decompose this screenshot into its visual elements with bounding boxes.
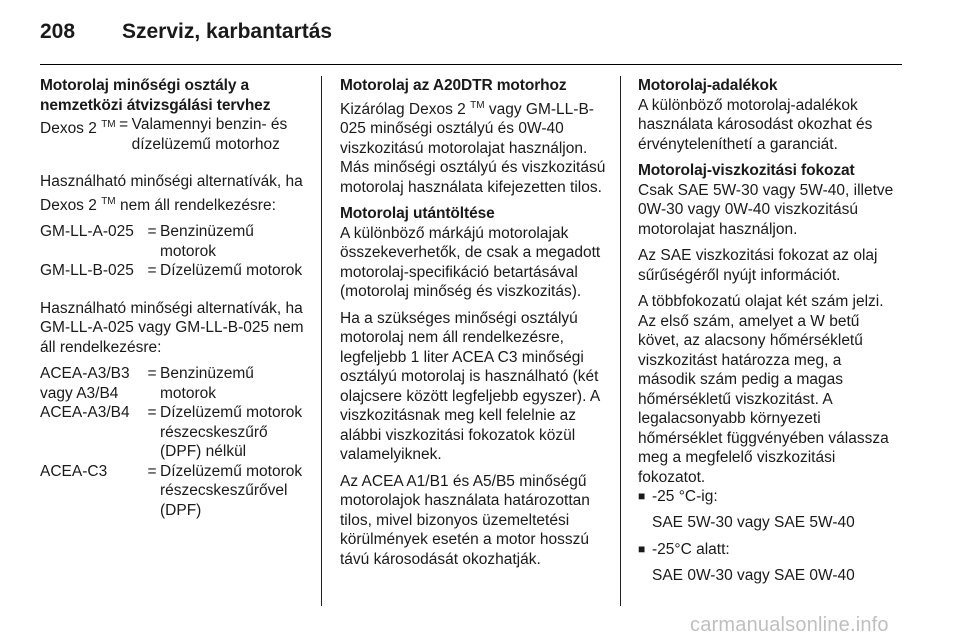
- table-equals: =: [147, 262, 157, 279]
- bullet-value: SAE 5W-30 vagy SAE 5W-40: [652, 513, 855, 531]
- column-2: [340, 76, 608, 569]
- viscosity-paragraph-1: Csak SAE 5W-30 vagy 5W-40, illetve 0W-30 vagy 0W-40 viszkozitású motorolajat használjon.: [638, 181, 894, 238]
- table-equals: =: [147, 462, 157, 480]
- topup-paragraph-1: A különböző márkájú motorolajak összekeverhetők, de csak a megadott motorolaj-specifikáció betartásával (motorolaj minőség és viszkozitás).: [340, 224, 601, 300]
- table-equals: =: [147, 365, 157, 382]
- alternatives-intro-2: Használható minőségi alternatívák, ha GM-LL-A-025 vagy GM-LL-B-025 nem áll rendelkezésre:: [40, 299, 304, 356]
- topup-paragraph-3: Az ACEA A1/B1 és A5/B5 minőségű motorolajok használata határozottan tilos, mivel bizonyos üzemeltetési körülmények esetén a motor hosszú távú károsodását okozhatják.: [340, 472, 590, 568]
- column-divider: [321, 76, 322, 606]
- alternatives-table-2: [40, 364, 312, 520]
- table-equals: =: [147, 404, 157, 421]
- column-1: [40, 76, 312, 520]
- table-desc: Benzinüzemű motorok: [160, 223, 254, 260]
- table-term: ACEA-A3/B4: [40, 404, 130, 421]
- table-desc: Dízelüzemű motorok részecskeszűrő (DPF) nélkül: [160, 404, 303, 460]
- alternatives-intro-1: Használható minőségi alternatívák, ha Dexos 2 ™ nem áll rendelkezésre:: [40, 173, 303, 214]
- table-row: [40, 364, 312, 403]
- table-row: [40, 462, 312, 521]
- bullet-label: -25 °C-ig:: [652, 488, 718, 505]
- page-header: [40, 20, 902, 65]
- a20dtr-paragraph: Kizárólag Dexos 2 ™ vagy GM-LL-B-025 minőségi osztályú és 0W-40 viszkozitású motorolajat használjon. Más minőségi osztályú és viszkozitású motorolaj használata kifejezetten tilos.: [340, 99, 606, 196]
- section-heading-oil-quality: Motorolaj minőségi osztály a nemzetközi átvizsgálási tervhez: [40, 77, 271, 114]
- list-item: [638, 540, 903, 585]
- viscosity-paragraph-2: Az SAE viszkozitási fokozat az olaj sűrűségéről nyújt információt.: [638, 247, 878, 284]
- table-row: [40, 222, 312, 261]
- column-3: [638, 76, 903, 585]
- page-number: 208: [40, 20, 76, 43]
- section-heading-viscosity: Motorolaj-viszkozitási fokozat: [638, 162, 855, 179]
- table-term: Dexos 2 ™: [40, 119, 116, 137]
- bullet-value: SAE 0W-30 vagy SAE 0W-40: [652, 566, 855, 584]
- viscosity-paragraph-3: A többfokozatú olajat két szám jelzi. Az első szám, amelyet a W betű követ, az alacsony hőmérsékletű viszkozitást határozza meg, a második szám pedig a magas hőmérsékletű viszkozitást. A legalacsonyabb környezeti hőmérséklet függvényében válassza meg a megfelelő viszkozitási fokozatot.: [638, 293, 889, 486]
- table-term: ACEA-A3/B3 vagy A3/B4: [40, 365, 130, 402]
- table-row: [40, 261, 312, 281]
- table-equals: =: [119, 116, 129, 133]
- list-item: [638, 487, 903, 532]
- dexos-table: [40, 115, 312, 154]
- watermark: carmanualsonline.info: [690, 614, 889, 636]
- table-desc: Dízelüzemű motorok részecskeszűrővel (DPF): [160, 462, 303, 519]
- table-row: [40, 115, 312, 154]
- table-row: [40, 403, 312, 462]
- table-desc: Dízelüzemű motorok: [160, 262, 303, 279]
- section-heading-a20dtr: Motorolaj az A20DTR motorhoz: [340, 77, 567, 94]
- table-term: GM-LL-B-025: [40, 262, 134, 279]
- table-desc: Valamennyi benzin- és dízelüzemű motorhoz: [131, 116, 288, 153]
- bullet-label: -25°C alatt:: [652, 541, 730, 558]
- bullet-square-icon: ■: [638, 542, 646, 556]
- table-term: ACEA-C3: [40, 462, 108, 480]
- section-heading-topup: Motorolaj utántöltése: [340, 205, 495, 222]
- table-term: GM-LL-A-025: [40, 223, 134, 240]
- topup-paragraph-2: Ha a szükséges minőségi osztályú motorolaj nem áll rendelkezésre, legfeljebb 1 liter ACEA C3 minőségi osztályú motorolaj is használható (két olajcsere között legfeljebb egyszer). A viszkozitásnak meg kell felelnie az alábbi viszkozitási fokozatok közül valamelyiknek.: [340, 309, 600, 463]
- table-equals: =: [147, 223, 157, 240]
- table-desc: Benzinüzemű motorok: [160, 365, 254, 402]
- page-title: Szerviz, karbantartás: [122, 20, 333, 43]
- alternatives-table-1: [40, 222, 312, 281]
- column-divider: [620, 76, 621, 606]
- bullet-square-icon: ■: [638, 489, 646, 503]
- section-heading-additives: Motorolaj-adalékok: [638, 77, 778, 94]
- viscosity-bullet-list: [638, 487, 903, 585]
- additives-paragraph: A különböző motorolaj-adalékok használata károsodást okozhat és érvényteleníthetí a garanciát.: [638, 96, 873, 153]
